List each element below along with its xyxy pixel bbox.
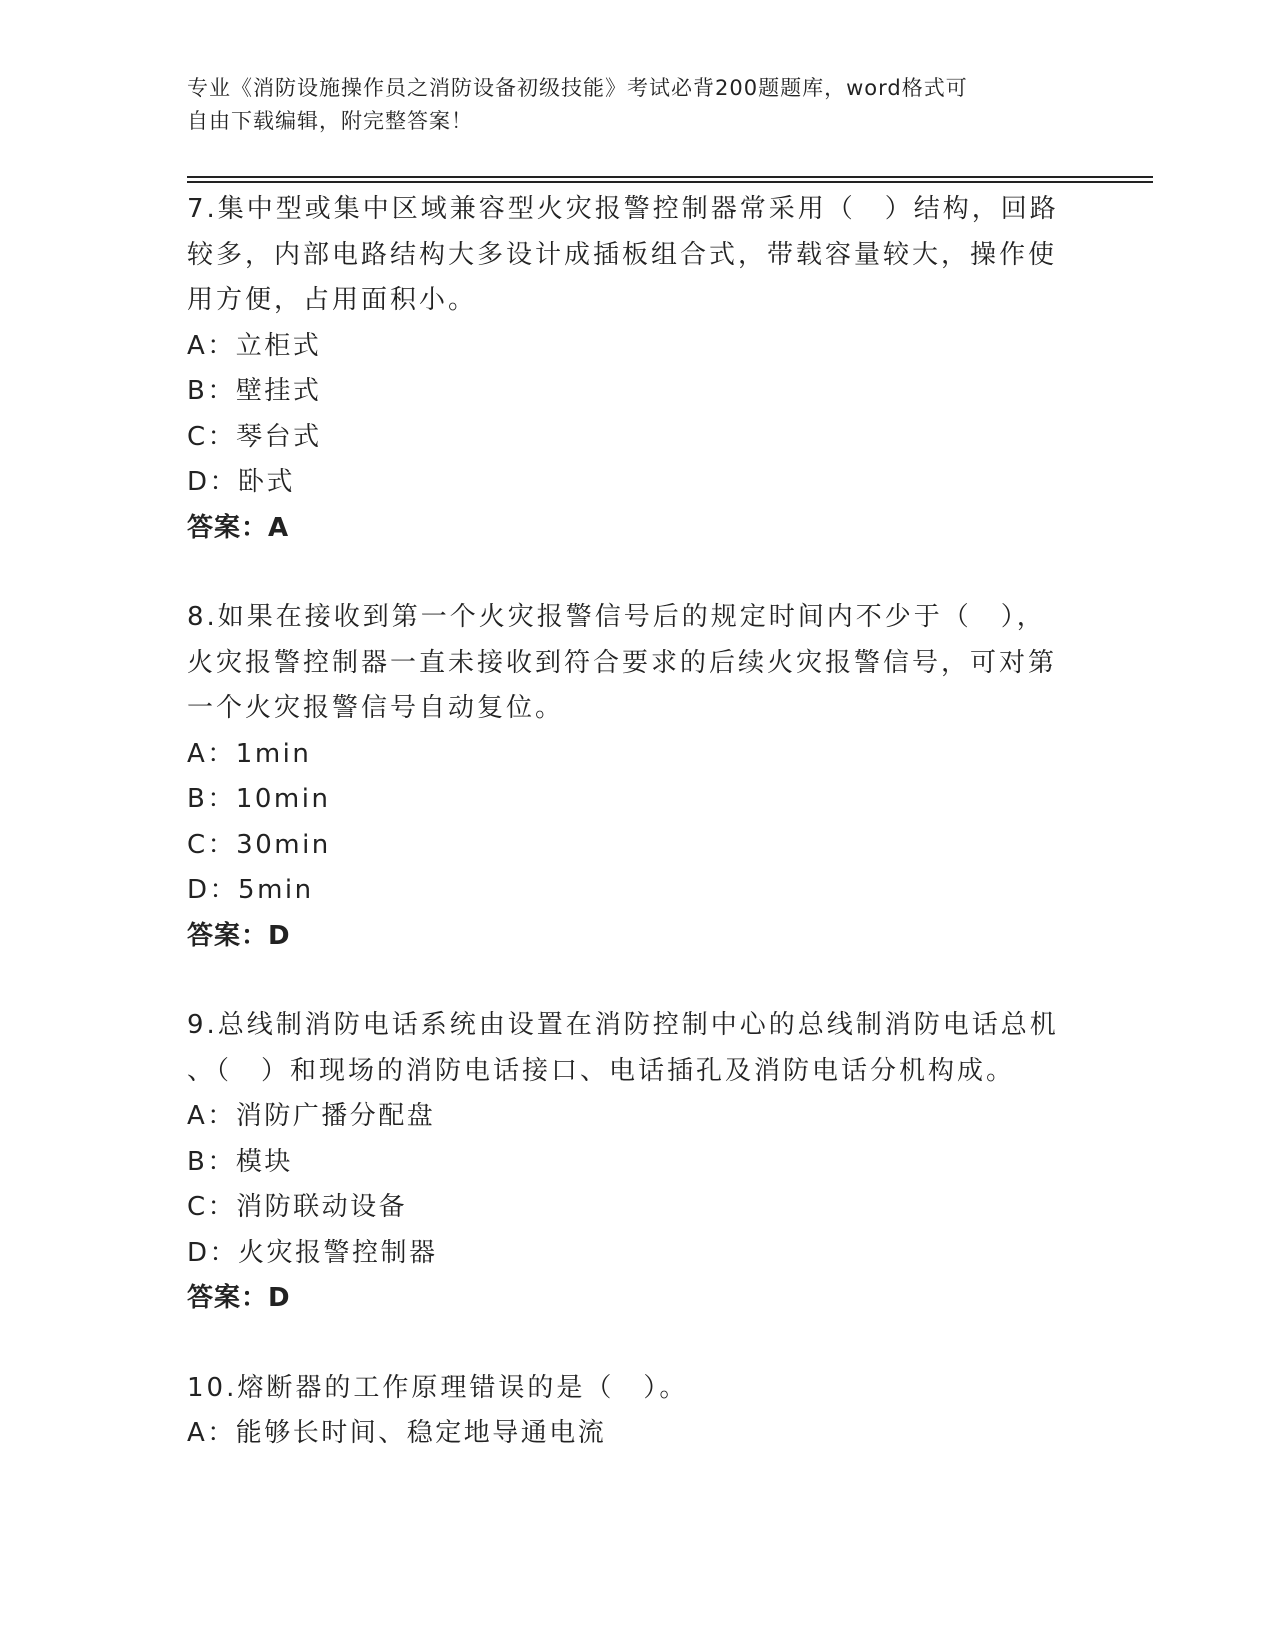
option-b: B：模块 [187,1146,293,1177]
option-a: A：立柜式 [187,330,322,361]
question-stem-line: 一个火灾报警信号自动复位。 [187,693,565,723]
question-10 [187,1366,1087,1457]
question-stem-line: 7.集中型或集中区域兼容型火灾报警控制器常采用（ ）结构，回路 [187,194,1059,224]
question-list [187,187,1087,1501]
question-stem-line: 用方便，占用面积小。 [187,285,478,315]
question-stem-line: 9.总线制消防电话系统由设置在消防控制中心的总线制消防电话总机 [187,1010,1059,1040]
question-9 [187,1003,1087,1322]
document-header [187,72,1067,138]
question-stem-line: 8.如果在接收到第一个火灾报警信号后的规定时间内不少于（ ）， [187,602,1046,632]
option-b: B：壁挂式 [187,376,322,406]
option-d: D：卧式 [187,467,296,497]
question-stem-line: 10.熔断器的工作原理错误的是（ ）。 [187,1372,689,1403]
option-b: B：10min [187,784,331,814]
option-c: C：30min [187,829,331,860]
header-rule-bottom [187,181,1153,183]
option-a: A：能够长时间、稳定地导通电流 [187,1418,607,1448]
question-7 [187,187,1087,551]
option-a: A：消防广播分配盘 [187,1101,436,1131]
header-rule-top [187,176,1153,178]
option-d: D：5min [187,875,314,905]
question-stem-line: 、（ ）和现场的消防电话接口、电话插孔及消防电话分机构成。 [187,1055,1016,1086]
answer-text: 答案：D [187,920,291,951]
option-a: A：1min [187,738,312,769]
option-d: D：火灾报警控制器 [187,1237,438,1268]
answer-text: 答案：D [187,1283,291,1313]
question-8 [187,595,1087,959]
option-c: C：琴台式 [187,421,322,452]
question-stem-line: 较多，内部电路结构大多设计成插板组合式，带载容量较大，操作使 [187,239,1058,270]
question-stem-line: 火灾报警控制器一直未接收到符合要求的后续火灾报警信号，可对第 [187,647,1058,678]
option-c: C：消防联动设备 [187,1192,408,1222]
header-line-1: 专业《消防设施操作员之消防设备初级技能》考试必背200题题库，word格式可 [187,76,968,100]
header-line-2: 自由下载编辑，附完整答案！ [187,109,473,133]
answer-text: 答案：A [187,512,290,543]
